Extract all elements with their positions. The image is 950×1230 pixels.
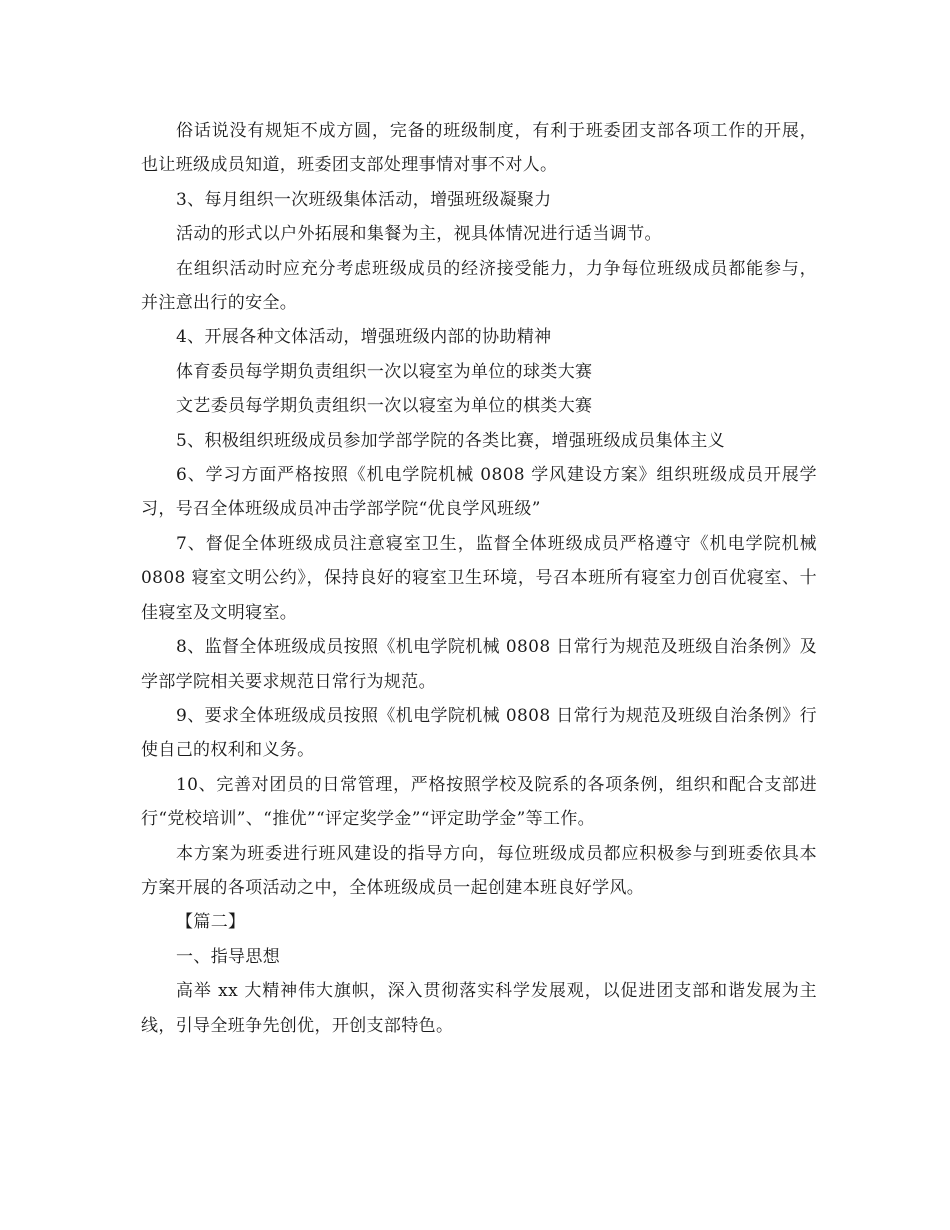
- paragraph: 10、完善对团员的日常管理，严格按照学校及院系的各项条例，组织和配合支部进行“党校培训”、“推优”“评定奖学金”“评定助学金”等工作。: [141, 774, 817, 830]
- paragraph: 8、监督全体班级成员按照《机电学院机械 0808 日常行为规范及班级自治条例》及学部学院相关要求规范日常行为规范。: [141, 637, 817, 692]
- paragraph: 4、开展各种文体活动，增强班级内部的协助精神: [176, 327, 552, 348]
- paragraph: 在组织活动时应充分考虑班级成员的经济接受能力，力争每位班级成员都能参与，并注意出行的安全。: [141, 258, 817, 314]
- paragraph: 活动的形式以户外拓展和集餐为主，视具体情况进行适当调节。: [176, 224, 662, 245]
- paragraph: 7、督促全体班级成员注意寝室卫生，监督全体班级成员严格遵守《机电学院机械 0808 寝室文明公约》，保持良好的寝室卫生环境，号召本班所有寝室力创百优寝室、十佳寝室及文明寝室。: [141, 533, 817, 623]
- paragraph: 文艺委员每学期负责组织一次以寝室为单位的棋类大赛: [176, 396, 593, 417]
- section-heading: 【篇二】: [176, 912, 246, 933]
- paragraph: 6、学习方面严格按照《机电学院机械 0808 学风建设方案》组织班级成员开展学习，号召全体班级成员冲击学部学院“优良学风班级”: [141, 465, 817, 520]
- paragraph: 本方案为班委进行班风建设的指导方向，每位班级成员都应积极参与到班委依具本方案开展的各项活动之中，全体班级成员一起创建本班良好学风。: [141, 843, 817, 898]
- paragraph: 高举 xx 大精神伟大旗帜，深入贯彻落实科学发展观，以促进团支部和谐发展为主线，引导全班争先创优，开创支部特色。: [141, 981, 817, 1036]
- paragraph: 9、要求全体班级成员按照《机电学院机械 0808 日常行为规范及班级自治条例》行使自己的权利和义务。: [141, 705, 817, 761]
- paragraph: 俗话说没有规矩不成方圆，完备的班级制度，有利于班委团支部各项工作的开展，也让班级成员知道，班委团支部处理事情对事不对人。: [141, 121, 817, 176]
- subsection-heading: 一、指导思想: [176, 946, 281, 967]
- paragraph: 5、积极组织班级成员参加学部学院的各类比赛，增强班级成员集体主义: [176, 430, 726, 451]
- document-body: [141, 114, 817, 1043]
- paragraph: 体育委员每学期负责组织一次以寝室为单位的球类大赛: [176, 361, 593, 382]
- paragraph: 3、每月组织一次班级集体活动，增强班级凝聚力: [176, 189, 552, 210]
